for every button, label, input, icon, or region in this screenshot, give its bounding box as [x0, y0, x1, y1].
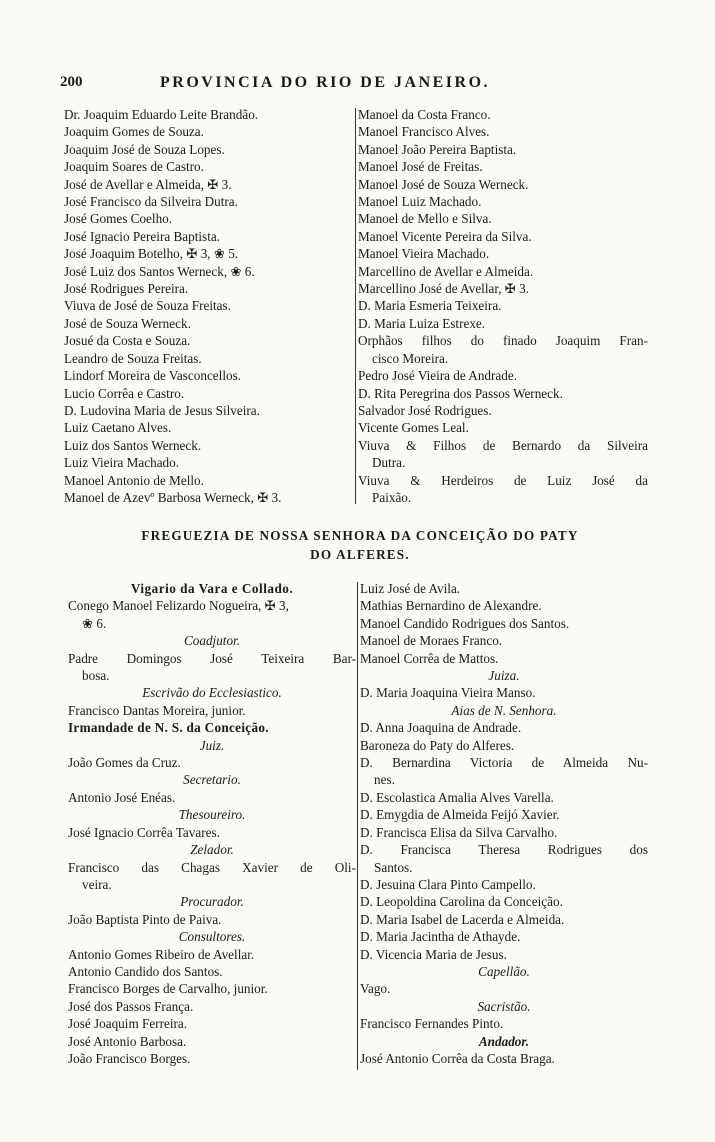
list-item: Lucio Corrêa e Castro. — [64, 385, 185, 401]
list-item: Leandro de Souza Freitas. — [64, 350, 202, 366]
list-item: Luiz José de Avila. — [360, 581, 461, 596]
list-item: Dr. Joaquim Eduardo Leite Brandão. — [64, 107, 259, 122]
subheading: Zelador. — [190, 842, 234, 858]
page-title: PROVINCIA DO RIO DE JANEIRO. — [160, 74, 491, 91]
list-item-continuation: nes. — [374, 772, 395, 788]
list-item: D. Leopoldina Carolina da Conceição. — [360, 894, 563, 910]
subheading-bold: Irmandade de N. S. da Conceição. — [68, 720, 269, 736]
list-item: José Ignacio Pereira Baptista. — [64, 228, 221, 244]
list-item: D. Maria Luiza Estrexe. — [358, 315, 486, 331]
list-item: Salvador José Rodrigues. — [358, 402, 492, 418]
list-item: Conego Manoel Felizardo Nogueira, ✠ 3, — [68, 598, 289, 614]
list-item: Viuva & Herdeiros de Luiz José da — [358, 472, 648, 488]
list-item: Marcellino José de Avellar, ✠ 3. — [358, 281, 530, 297]
list-item: Manoel Candido Rodrigues dos Santos. — [360, 615, 570, 631]
list-item: Manoel de Moraes Franco. — [360, 633, 503, 649]
list-item: Francisco Dantas Moreira, junior. — [68, 702, 246, 718]
list-item: José dos Passos França. — [68, 998, 194, 1014]
subheading: Juiza. — [488, 668, 520, 684]
list-item: Manoel José de Souza Werneck. — [358, 176, 529, 192]
list-item: Manoel Antonio de Mello. — [64, 472, 204, 488]
list-item: Marcellino de Avellar e Almeida. — [358, 263, 534, 279]
list-item: José Antonio Corrêa da Costa Braga. — [360, 1050, 555, 1066]
subheading: Juiz. — [199, 737, 225, 753]
list-item: José de Souza Werneck. — [64, 315, 191, 331]
subheading: Aias de N. Senhora. — [451, 702, 557, 718]
list-item: Manoel José de Freitas. — [358, 159, 483, 175]
list-item: Manoel de Mello e Silva. — [358, 211, 492, 227]
list-item: José de Avellar e Almeida, ✠ 3. — [64, 176, 232, 192]
list-item: José Francisco da Silveira Dutra. — [64, 194, 238, 210]
list-item: Padre Domingos José Teixeira Bar- — [68, 650, 356, 666]
list-item: Francisco Fernandes Pinto. — [360, 1016, 504, 1032]
subheading: Coadjutor. — [183, 633, 241, 649]
block2-left-column — [68, 580, 356, 1067]
list-item: Manoel Corrêa de Mattos. — [360, 650, 499, 666]
subheading: Escrivão do Ecclesiastico. — [142, 685, 282, 701]
list-item: Pedro José Vieira de Andrade. — [358, 368, 518, 384]
list-item: Manoel de Azevº Barbosa Werneck, ✠ 3. — [64, 489, 282, 505]
list-item: D. Jesuina Clara Pinto Campello. — [360, 876, 536, 892]
list-item: D. Escolastica Amalia Alves Varella. — [360, 789, 554, 805]
list-item-continuation: cisco Moreira. — [372, 350, 449, 366]
block1-right-column — [358, 106, 648, 506]
list-item: Vicente Gomes Leal. — [358, 420, 469, 436]
list-item: José Antonio Barbosa. — [68, 1033, 187, 1049]
subheading: Secretario. — [183, 772, 241, 788]
list-item: José Luiz dos Santos Werneck, ❀ 6. — [64, 263, 255, 279]
list-item: Antonio José Enéas. — [68, 789, 176, 805]
list-item: D. Bernardina Victoria de Almeida Nu- — [360, 755, 648, 771]
list-item: Manoel Francisco Alves. — [358, 124, 490, 140]
list-item: D. Emygdia de Almeida Feijó Xavier. — [360, 807, 560, 823]
list-item: D. Maria Esmeria Teixeira. — [358, 298, 502, 314]
subheading: Capellão. — [478, 963, 530, 979]
list-item: D. Anna Joaquina de Andrade. — [360, 720, 522, 736]
list-item-continuation: Santos. — [374, 859, 413, 875]
list-item: Viuva & Filhos de Bernardo da Silveira — [358, 437, 648, 453]
list-item: Luiz Vieira Machado. — [64, 455, 180, 471]
list-item: José Joaquim Ferreira. — [68, 1016, 188, 1032]
list-item: D. Maria Isabel de Lacerda e Almeida. — [360, 911, 565, 927]
list-item: D. Francisca Theresa Rodrigues dos — [360, 842, 648, 858]
list-item-continuation: Dutra. — [372, 455, 406, 471]
list-item: Antonio Candido dos Santos. — [68, 963, 223, 979]
block2-right-column — [360, 580, 648, 1067]
subheading: Sacristão. — [477, 998, 531, 1014]
list-item: Manoel Luiz Machado. — [358, 194, 482, 210]
list-item: José Ignacio Corrêa Tavares. — [68, 824, 220, 840]
column-divider — [355, 108, 356, 504]
section-title-line: DO ALFERES. — [310, 547, 410, 562]
list-item: Manoel Vieira Machado. — [358, 246, 490, 262]
list-item: Manoel da Costa Franco. — [358, 107, 491, 122]
list-item: Baroneza do Paty do Alferes. — [360, 737, 515, 753]
list-item: Luiz dos Santos Werneck. — [64, 437, 202, 453]
list-item: Viuva de José de Souza Freitas. — [64, 298, 231, 314]
list-item: D. Ludovina Maria de Jesus Silveira. — [64, 402, 260, 418]
list-item: D. Maria Joaquina Vieira Manso. — [360, 685, 536, 701]
block1-left-column — [64, 106, 354, 506]
list-item: Joaquim Gomes de Souza. — [64, 124, 204, 140]
list-item: Vago. — [360, 981, 391, 997]
list-item: João Francisco Borges. — [68, 1050, 191, 1066]
list-item: D. Vicencia Maria de Jesus. — [360, 946, 507, 962]
list-item: Mathias Bernardino de Alexandre. — [360, 598, 542, 614]
list-item-continuation: ❀ 6. — [82, 615, 107, 631]
list-item: Francisco Borges de Carvalho, junior. — [68, 981, 268, 997]
list-item: D. Maria Jacintha de Athayde. — [360, 929, 521, 945]
list-item: Luiz Caetano Alves. — [64, 420, 172, 436]
list-item: Manoel Vicente Pereira da Silva. — [358, 228, 532, 244]
list-item: José Joaquim Botelho, ✠ 3, ❀ 5. — [64, 246, 239, 262]
list-item: João Baptista Pinto de Paiva. — [68, 911, 222, 927]
list-item: Joaquim José de Souza Lopes. — [64, 141, 225, 157]
list-item: José Rodrigues Pereira. — [64, 281, 189, 297]
list-item: João Gomes da Cruz. — [68, 755, 181, 771]
list-item: Lindorf Moreira de Vasconcellos. — [64, 368, 241, 384]
subheading: Vigario da Vara e Collado. — [130, 581, 294, 596]
list-item-continuation: veira. — [82, 876, 112, 892]
section-title-line: FREGUEZIA DE NOSSA SENHORA DA CONCEIÇÃO DO PATY — [141, 528, 579, 543]
list-item: Orphãos filhos do finado Joaquim Fran- — [358, 333, 648, 349]
column-divider — [357, 582, 358, 1070]
list-item: José Gomes Coelho. — [64, 211, 173, 227]
section-title — [60, 526, 660, 564]
page-header — [60, 74, 650, 94]
subheading: Andador. — [478, 1033, 530, 1049]
list-item: Manoel João Pereira Baptista. — [358, 141, 517, 157]
list-item: Francisco das Chagas Xavier de Oli- — [68, 859, 356, 875]
list-item: D. Rita Peregrina dos Passos Werneck. — [358, 385, 563, 401]
list-item: Josué da Costa e Souza. — [64, 333, 191, 349]
list-item: Antonio Gomes Ribeiro de Avellar. — [68, 946, 255, 962]
list-item: D. Francisca Elisa da Silva Carvalho. — [360, 824, 558, 840]
subheading: Procurador. — [180, 894, 244, 910]
list-item: Joaquim Soares de Castro. — [64, 159, 204, 175]
list-item-continuation: Paixão. — [372, 489, 412, 505]
page-number: 200 — [60, 74, 83, 90]
subheading: Consultores. — [178, 929, 246, 945]
subheading: Thesoureiro. — [178, 807, 246, 823]
list-item-continuation: bosa. — [82, 668, 110, 684]
